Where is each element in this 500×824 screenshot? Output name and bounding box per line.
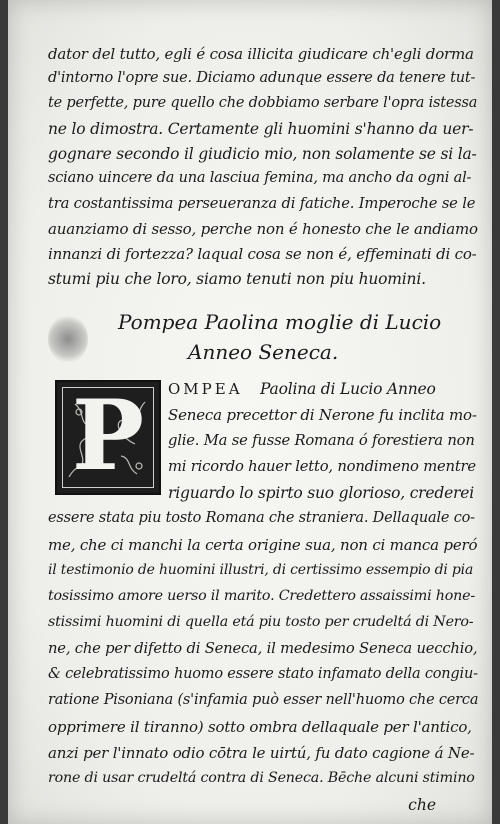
text-line: il testimonio de huomini illustri, di certissimo essempio di pia [48, 562, 474, 578]
text-line: ne, che per difetto di Seneca, il medesimo Seneca uecchio, [48, 640, 478, 657]
text-line: glie. Ma se fusse Romana ó forestiera non [168, 432, 475, 449]
text-line: opprimere il tiranno) sotto ombra dellaquale per l'antico, [48, 718, 472, 736]
initial-letter: P [71, 379, 145, 492]
text-line: stissimi huomini di quella etá piu tosto per crudeltá di Nero- [48, 614, 474, 630]
text-line: dator del tutto, egli é cosa illicita giudicare ch'egli dorma [48, 45, 474, 63]
text-line: ne lo dimostra. Certamente gli huomini s'hanno da uer- [48, 120, 474, 138]
chapter-heading: Pompea Paolina moglie di Lucio [118, 310, 442, 334]
chapter-heading-line2: Anneo Seneca. [188, 340, 339, 364]
catchword: che [408, 796, 436, 814]
text-line: me, che ci manchi la certa origine sua, non ci manca peró [48, 536, 478, 554]
text-line: Seneca precettor di Nerone fu inclita mo- [168, 406, 477, 424]
text-line: ratione Pisoniana (s'infamia può esser nell'huomo che cerca [48, 692, 479, 708]
text-line: sciano uincere da una lasciua femina, ma ancho da ogni al- [48, 170, 472, 186]
ink-stain [48, 315, 88, 363]
text-line: rone di usar crudeltá contra di Seneca. Bēche alcuni stimino [48, 770, 475, 786]
decorated-initial-p [55, 380, 161, 495]
text-line: anzi per l'innato odio cōtra le uirtú, fu dato cagione á Ne- [48, 744, 475, 762]
text-line: stumi piu che loro, siamo tenuti non piu huomini. [48, 270, 426, 288]
text-line: gognare secondo il giudicio mio, non solamente se si la- [48, 145, 477, 163]
text-line: Paolina di Lucio Anneo [260, 380, 436, 398]
text-line: te perfette, pure quello che dobbiamo serbare l'opra istessa [48, 95, 478, 111]
text-line: auanziamo di sesso, perche non é honesto che le andiamo [48, 220, 478, 238]
book-page [8, 0, 492, 824]
text-line: tra costantissima perseueranza di fatiche. Imperoche se le [48, 195, 476, 212]
text-line: riguardo lo spirto suo glorioso, crederei [168, 484, 474, 502]
text-line: essere stata piu tosto Romana che straniera. Dellaquale co- [48, 510, 475, 526]
text-line: tosissimo amore uerso il marito. Credettero assaissimi hone- [48, 588, 475, 604]
text-line: mi ricordo hauer letto, nondimeno mentre [168, 458, 476, 475]
text-line: innanzi di fortezza? laqual cosa se non é, effeminati di co- [48, 245, 477, 263]
text-line: & celebratissimo huomo essere stato infamato della congiu- [48, 666, 478, 682]
text-line: d'intorno l'opre sue. Diciamo adunque essere da tenere tut- [48, 70, 476, 86]
first-word-caps: OMPEA [168, 380, 243, 398]
